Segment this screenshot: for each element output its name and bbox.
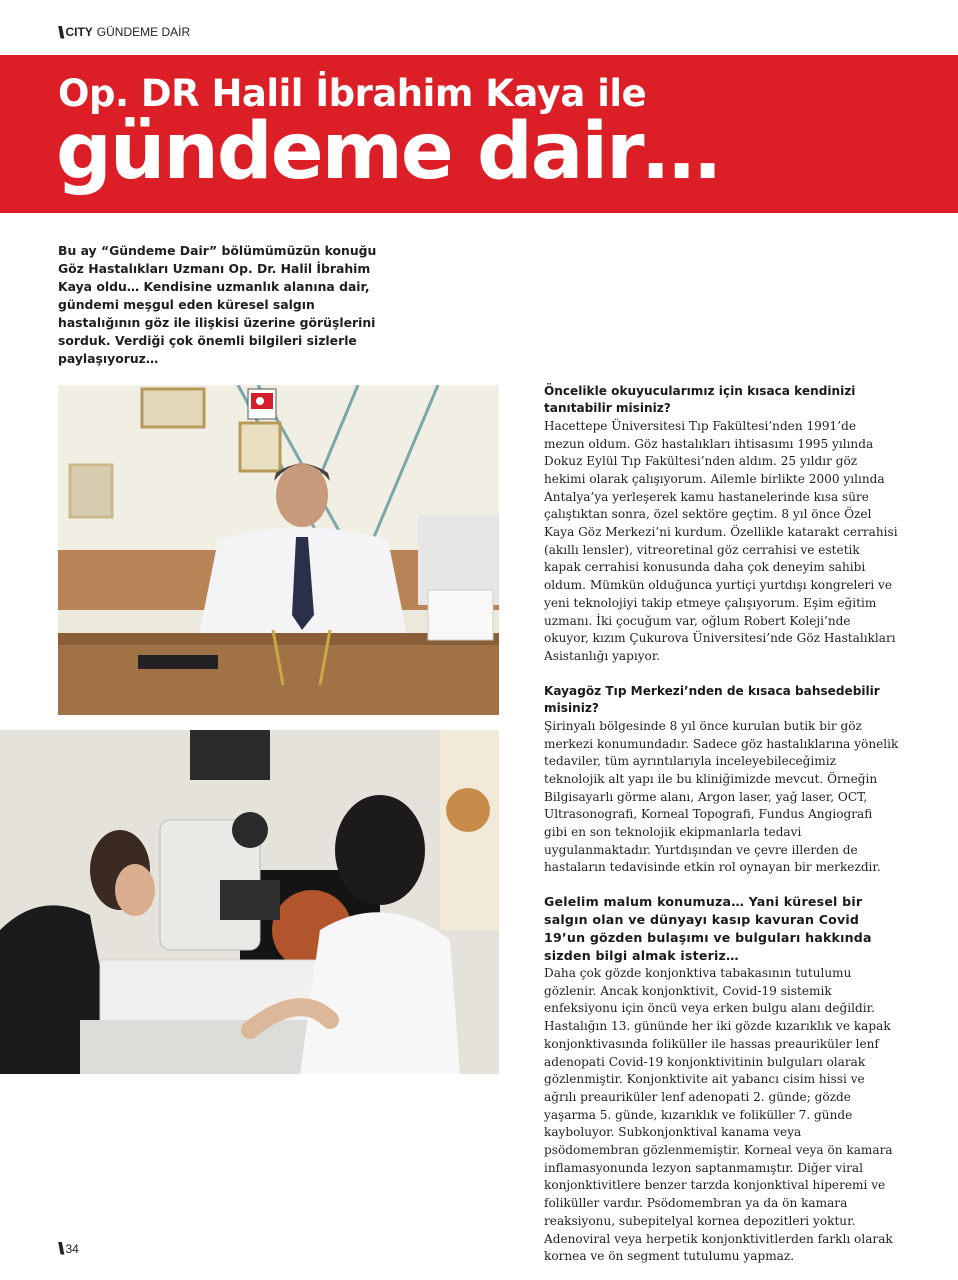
title-line-1: Op. DR Halil İbrahim Kaya ile xyxy=(58,72,647,115)
footer-logo-mark-icon: \\ xyxy=(58,1239,62,1258)
running-header xyxy=(58,22,190,42)
answer-2: Şirinyalı bölgesinde 8 yıl önce kurulan butik bir göz merkezi konumundadır. Sadece göz hastalıklarına yönelik tedaviler, tüm ayrıntılarıyla inceleyebileceğimiz teknolojik alt yapı ile bu kliniğimizde mevcut. Örneğin Bilgisayarlı görme alanı, Argon laser, yağ laser, OCT, Ultrasonografi, Korneal Topografi, Fundus Angiografi gibi en son teknolojik ekipmanlarla tedavi uygulanmaktadır. Yurtdışından ve çevre illerden de hastaların tedavisinde etkin rol oynayan bir merkezdir. xyxy=(544,718,899,875)
doctor-office-photo xyxy=(58,385,499,715)
question-1: Öncelikle okuyucularımız için kısaca kendinizi tanıtabilir misiniz? xyxy=(544,384,856,416)
qa-block-3 xyxy=(544,893,899,1266)
title-line-2: gündeme dair… xyxy=(56,107,719,197)
magazine-logo-mark-icon: \\ xyxy=(58,22,62,42)
section-name: GÜNDEME DAİR xyxy=(96,25,191,39)
question-2: Kayagöz Tıp Merkezi’nden de kısaca bahsedebilir misiniz? xyxy=(544,684,880,716)
eye-examination-photo xyxy=(0,730,499,1074)
answer-3: Daha çok gözde konjonktiva tabakasının tutulumu gözlenir. Ancak konjonktivit, Covid-19 sistemik enfeksiyonu için öncü veya erken bulgu alanı değildir. Hastalığın 13. gününde her iki gözde kızarıklık ve kapak konjonktivasında foliküller ile hassas preauriküler lenf adenopati Covid-19 konjonktivitinin bulguları olarak gözlenmiştir. Konjonktivite ait yabancı cisim hissi ve ağrılı preauriküler lenf adenopati 2. günde; gözde yaşarma 5. günde, kızarıklık ve foliküller 7. günde kayboluyor. Subkonjonktival kanama veya psödomembran gözlenmemiştir. Korneal veya ön kamara inflamasyonunda lezyon saptanmamıştır. Diğer viral konjonktivitlere benzer tarzda konjonktival hiperemi ve foliküller vardır. Psödomembran ya da ön kamara reaksiyonu, subepitelyal kornea depozitleri yoktur. Adenoviral veya herpetik konjonktivitlerden farklı olarak kornea ve ön segment tutulumu yapmaz. xyxy=(544,966,893,1264)
magazine-brand: CITY xyxy=(65,25,93,39)
page-number: 34 xyxy=(65,1241,79,1256)
qa-block-1 xyxy=(544,383,899,666)
question-3: Gelelim malum konumuza… Yani küresel bir salgın olan ve dünyayı kasıp kavuran Covid 19’un gözden bulaşımı ve bulguları hakkında sizden bilgi almak isteriz… xyxy=(544,894,872,963)
page-footer xyxy=(58,1240,79,1257)
answer-1: Hacettepe Üniversitesi Tıp Fakültesi’nden 1991’de mezun oldum. Göz hastalıkları ihtisasımı 1995 yılında Dokuz Eylül Tıp Fakültesi’nden aldım. 25 yıldır göz hekimi olarak çalışıyorum. Ailemle birlikte 2000 yılında Antalya’ya yerleşerek kamu hastanelerinde kısa süre çalıştıktan sonra, özel sektöre geçtim. 8 yıl önce Özel Kaya Göz Merkezi’ni kurdum. Özellikle katarakt cerrahisi (akıllı lensler), vitreoretinal göz cerrahisi ve estetik kapak cerrahisi konusunda daha çok deneyim sahibi oldum. Mümkün olduğunca yurtiçi yurtdışı kongreleri ve yeni teknolojiyi takip etmeye çalışıyorum. Eşim eğitim uzmanı. İki çocuğum var, oğlum Robert Koleji’nde okuyor, kızım Çukurova Üniversitesi’nde Göz Hastalıkları Asistanlığı yapıyor. xyxy=(544,418,898,663)
intro-paragraph: Bu ay “Gündeme Dair” bölümümüzün konuğu Göz Hastalıkları Uzmanı Op. Dr. Halil İbrahim Kaya oldu… Kendisine uzmanlık alanına dair, gündemi meşgul eden küresel salgın hastalığının göz ile ilişkisi üzerine görüşlerini sorduk. Verdiği çok önemli bilgileri sizlerle paylaşıyoruz… xyxy=(58,243,377,366)
qa-block-2 xyxy=(544,683,899,877)
